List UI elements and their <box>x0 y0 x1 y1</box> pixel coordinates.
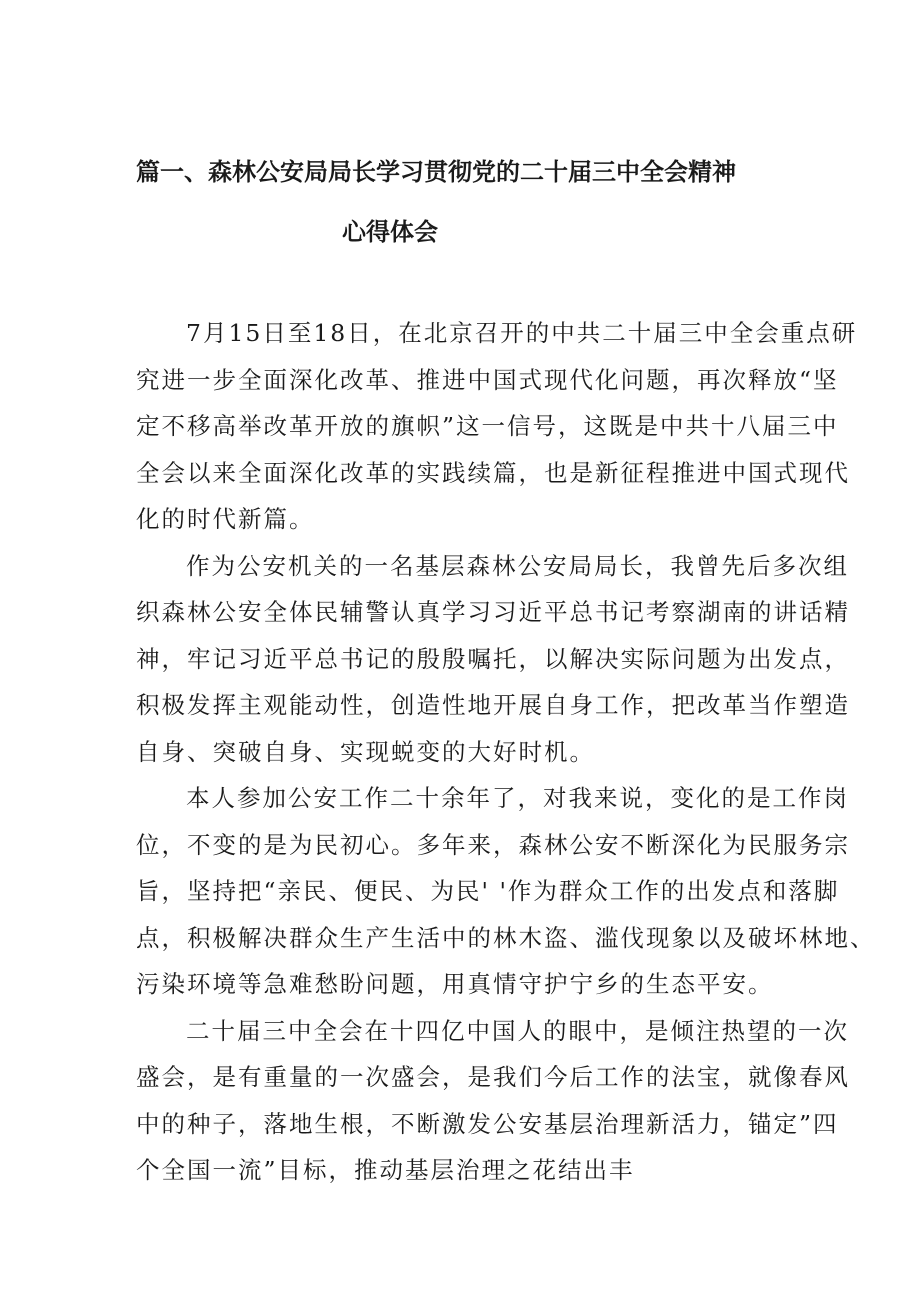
paragraph-line: 本人参加公安工作二十余年了，对我来说，变化的是工作岗 <box>186 784 849 812</box>
paragraph-line: 织森林公安全体民辅警认真学习习近平总书记考察湖南的讲话精 <box>136 598 850 626</box>
paragraph-2 <box>136 543 850 776</box>
paragraph-line: 化的时代新篇。 <box>136 505 315 533</box>
paragraph-line: 7月15日至18日，在北京召开的中共二十届三中全会重点研 <box>186 319 858 347</box>
paragraph-line: 盛会，是有重量的一次盛会，是我们今后工作的法宝，就像春风 <box>136 1063 850 1091</box>
paragraph-line: 积极发挥主观能动性，创造性地开展自身工作，把改革当作塑造 <box>136 691 850 719</box>
document-title-line-2: 心得体会 <box>342 218 438 246</box>
paragraph-1 <box>136 310 858 543</box>
paragraph-line: 个全国一流”目标，推动基层治理之花结出丰 <box>136 1156 635 1184</box>
paragraph-line: 定不移高举改革开放的旗帜”这一信号，这既是中共十八届三中 <box>136 412 839 440</box>
paragraph-line: 二十届三中全会在十四亿中国人的眼中，是倾注热望的一次 <box>186 1016 849 1045</box>
paragraph-line: 究进一步全面深化改革、推进中国式现代化问题，再次释放“坚 <box>136 365 839 394</box>
paragraph-line: 神，牢记习近平总书记的殷殷嘱托，以解决实际问题为出发点， <box>136 644 850 673</box>
paragraph-line: 全会以来全面深化改革的实践续篇，也是新征程推进中国式现代 <box>136 458 850 487</box>
paragraph-line: 自身、突破自身、实现蜕变的大好时机。 <box>136 737 595 766</box>
paragraph-line: 中的种子，落地生根，不断激发公安基层治理新活力，锚定”四 <box>136 1109 839 1138</box>
paragraph-line: 点，积极解决群众生产生活中的林木盗、滥伐现象以及破坏林地、 <box>136 923 876 952</box>
paragraph-line: 位，不变的是为民初心。多年来，森林公安不断深化为民服务宗 <box>136 830 850 859</box>
paragraph-3 <box>136 775 876 1008</box>
paragraph-line: 污染环境等急难愁盼问题，用真情守护宁乡的生态平安。 <box>136 970 774 998</box>
document-body <box>136 310 876 1194</box>
paragraph-line: 旨，坚持把“亲民、便民、为民' '作为群众工作的出发点和落脚 <box>136 877 840 905</box>
document-title-line-1: 篇一、森林公安局局长学习贯彻党的二十届三中全会精神 <box>136 158 736 186</box>
paragraph-4 <box>136 1008 850 1194</box>
paragraph-line: 作为公安机关的一名基层森林公安局局长，我曾先后多次组 <box>186 551 849 580</box>
